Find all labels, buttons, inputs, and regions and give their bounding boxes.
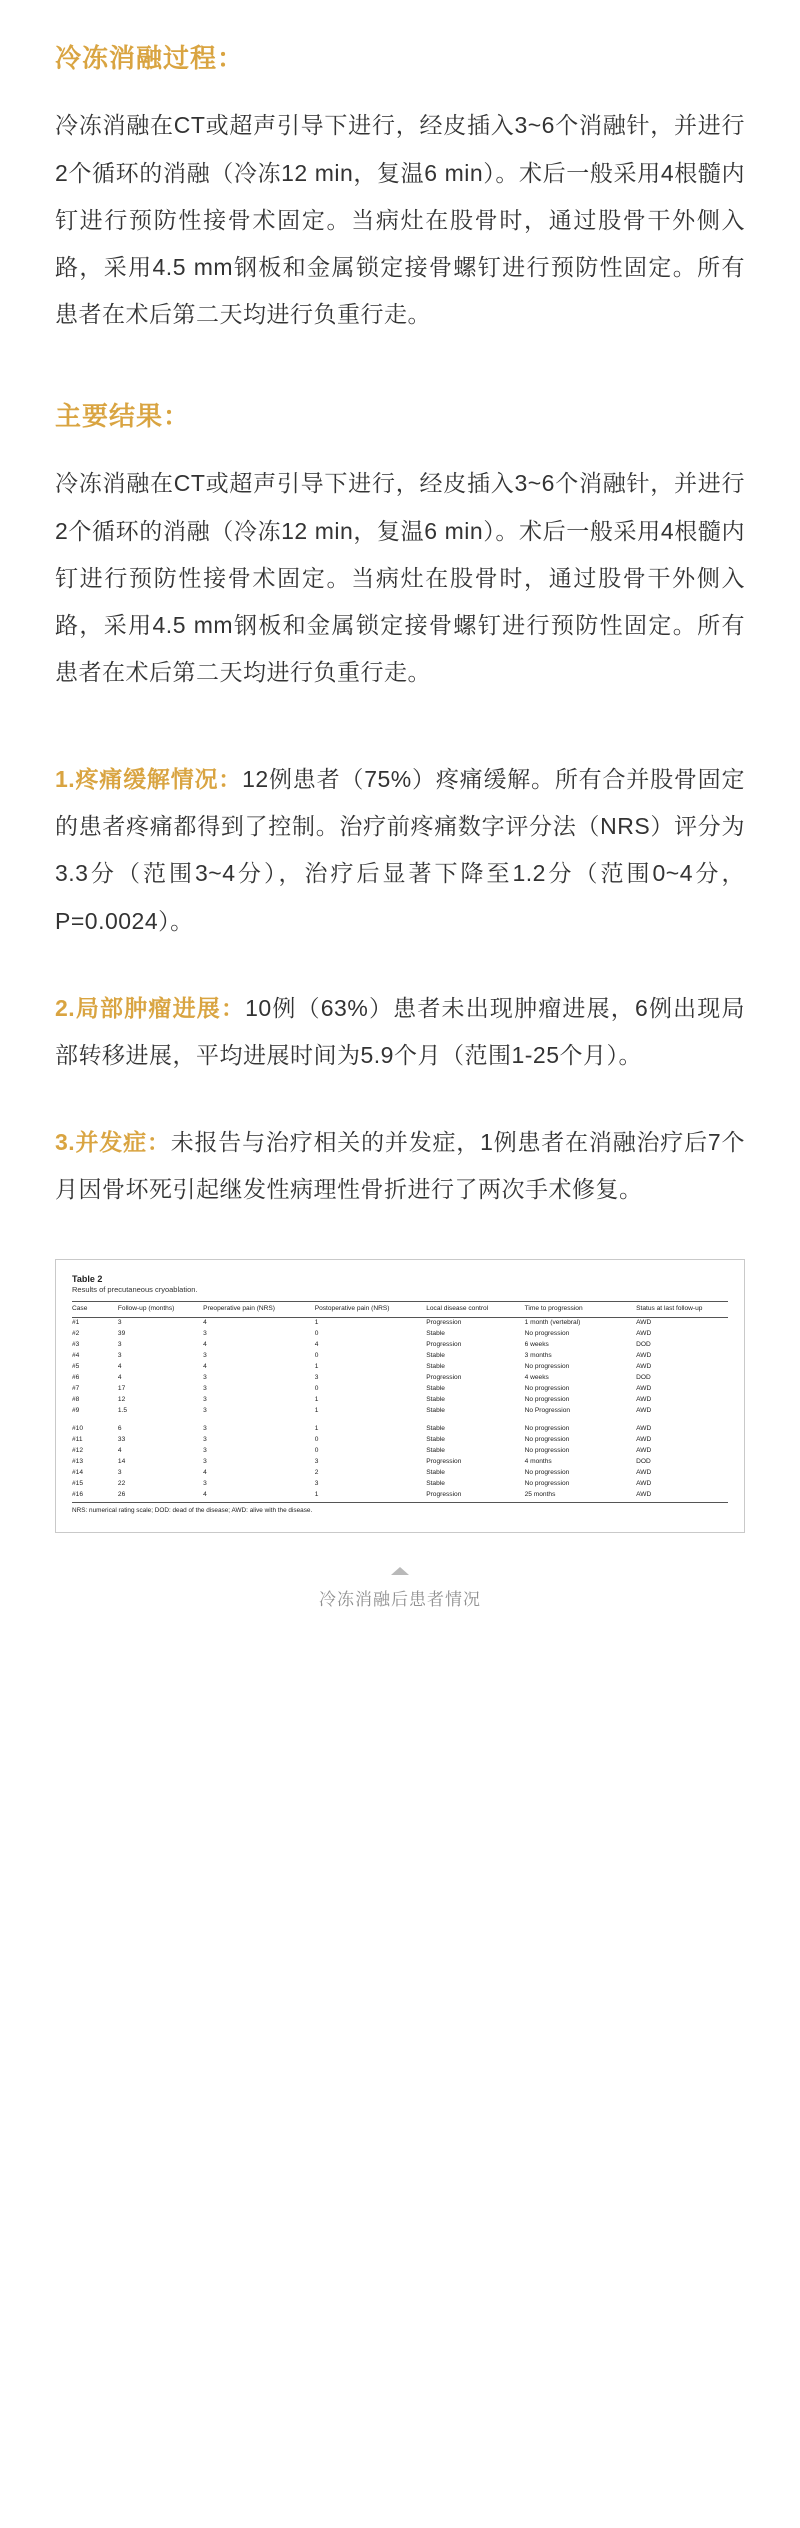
cell-time-progression: No progression (524, 1363, 570, 1370)
figure-caption: 冷冻消融后患者情况 (319, 1590, 481, 1610)
cell-preop-pain: 4 (203, 1469, 207, 1477)
section-heading-procedure: 冷冻消融过程： (55, 43, 245, 73)
cell-followup: 33 (117, 1436, 126, 1444)
cell-followup: 3 (117, 1318, 122, 1326)
cell-preop-pain: 3 (203, 1407, 207, 1415)
cell-time-progression: No progression (524, 1480, 570, 1488)
cell-status: AWD (636, 1490, 728, 1503)
cell-case: #16 (72, 1490, 118, 1503)
table-row (72, 1362, 728, 1373)
cell-postop-pain: 0 (314, 1447, 319, 1455)
cell-followup: 39 (117, 1329, 126, 1337)
cell-case: #13 (72, 1458, 84, 1466)
column-header-postop-pain: Postoperative pain (NRS) (315, 1302, 427, 1317)
cell-status: AWD (636, 1351, 652, 1359)
table-label: Table 2 (72, 1274, 103, 1285)
cell-status: DOD (636, 1374, 651, 1382)
cell-status: AWD (636, 1436, 652, 1444)
cell-postop-pain: 3 (314, 1458, 319, 1466)
cell-preop-pain: 3 (203, 1480, 207, 1488)
cell-status: AWD (636, 1329, 652, 1337)
cell-case: #1 (72, 1318, 80, 1326)
table-row (72, 1340, 728, 1351)
cell-case: #5 (72, 1363, 80, 1370)
cell-local-control: Stable (426, 1436, 445, 1444)
cell-postop-pain: 1 (314, 1407, 319, 1415)
cell-postop-pain: 1 (315, 1490, 427, 1503)
table-row (72, 1351, 728, 1362)
cell-postop-pain: 1 (314, 1425, 319, 1433)
cell-postop-pain: 1 (314, 1318, 319, 1326)
cell-time-progression: No progression (524, 1425, 570, 1433)
cell-case: #15 (72, 1480, 84, 1488)
cell-preop-pain: 3 (203, 1396, 207, 1404)
cell-case: #4 (72, 1351, 80, 1359)
cell-preop-pain: 4 (203, 1340, 207, 1348)
finding-item-3 (55, 1119, 745, 1213)
table-row (72, 1468, 728, 1479)
table-row (72, 1490, 728, 1503)
table-subtitle: Results of precutaneous cryoablation. (72, 1285, 198, 1295)
cell-time-progression: No progression (524, 1469, 570, 1477)
cell-followup: 26 (118, 1490, 203, 1503)
spacer (55, 696, 745, 756)
cell-local-control: Stable (426, 1396, 445, 1404)
cell-preop-pain: 3 (203, 1351, 207, 1359)
cell-local-control: Stable (426, 1329, 445, 1337)
cell-local-control: Progression (426, 1490, 524, 1503)
cell-case: #9 (72, 1407, 80, 1415)
table-row (72, 1457, 728, 1468)
cell-local-control: Progression (426, 1374, 462, 1382)
cell-status: DOD (636, 1340, 651, 1348)
column-header-time-to-progression: Time to progression (525, 1302, 637, 1317)
cell-local-control: Stable (426, 1385, 445, 1393)
column-header-preop-pain: Preoperative pain (NRS) (203, 1302, 315, 1317)
cell-preop-pain: 3 (203, 1329, 207, 1337)
cell-postop-pain: 1 (314, 1396, 319, 1404)
cell-local-control: Stable (426, 1447, 445, 1455)
cell-status: AWD (636, 1425, 652, 1433)
cell-status: AWD (636, 1469, 652, 1477)
cell-followup: 4 (117, 1363, 122, 1370)
cell-preop-pain: 4 (203, 1318, 207, 1326)
cell-postop-pain: 3 (314, 1374, 319, 1382)
cell-postop-pain: 2 (314, 1469, 319, 1477)
cell-time-progression: 3 months (524, 1351, 552, 1359)
finding-lead-3: 3.并发症： (55, 1129, 171, 1156)
cell-postop-pain: 1 (314, 1363, 319, 1370)
table-header-row (72, 1302, 728, 1317)
finding-lead-1: 1.疼痛缓解情况： (55, 766, 243, 793)
table-row (72, 1435, 728, 1446)
cell-followup: 22 (117, 1480, 126, 1488)
table-row (72, 1406, 728, 1417)
table-row (72, 1446, 728, 1457)
results-table-figure (55, 1259, 745, 1533)
cell-time-progression: 4 weeks (524, 1374, 549, 1382)
cell-preop-pain: 3 (203, 1374, 207, 1382)
cell-time-progression: No progression (524, 1385, 570, 1393)
results-table (72, 1301, 728, 1503)
cell-case: #7 (72, 1385, 80, 1393)
cell-local-control: Stable (426, 1469, 445, 1477)
cell-followup: 3 (117, 1469, 122, 1477)
cell-local-control: Stable (426, 1407, 445, 1415)
cell-postop-pain: 3 (314, 1480, 319, 1488)
finding-item-1 (55, 756, 745, 945)
caret-up-icon (391, 1567, 409, 1575)
cell-followup: 6 (117, 1425, 122, 1433)
cell-status: DOD (636, 1458, 651, 1466)
cell-status: AWD (636, 1385, 652, 1393)
cell-followup: 3 (117, 1351, 122, 1359)
cell-postop-pain: 0 (314, 1436, 319, 1444)
cell-followup: 14 (117, 1458, 126, 1466)
cell-followup: 1.5 (117, 1407, 128, 1415)
cell-postop-pain: 0 (314, 1329, 319, 1337)
cell-local-control: Stable (426, 1363, 445, 1370)
cell-time-progression: No progression (524, 1436, 570, 1444)
finding-lead-2: 2.局部肿瘤进展： (55, 994, 246, 1021)
cell-status: AWD (636, 1318, 652, 1326)
cell-local-control: Progression (426, 1458, 462, 1466)
cell-preop-pain: 4 (203, 1363, 207, 1370)
column-header-local-control: Local disease control (426, 1302, 524, 1317)
cell-local-control: Stable (426, 1351, 445, 1359)
cell-postop-pain: 4 (314, 1340, 319, 1348)
cell-followup: 17 (117, 1385, 126, 1393)
cell-followup: 12 (117, 1396, 126, 1404)
table-row (72, 1373, 728, 1384)
table-row-spacer (72, 1417, 728, 1424)
cell-time-progression: 25 months (525, 1490, 637, 1503)
cell-preop-pain: 3 (203, 1425, 207, 1433)
table-row (72, 1317, 728, 1329)
cell-followup: 3 (117, 1340, 122, 1348)
cell-case: #14 (72, 1469, 84, 1477)
cell-preop-pain: 4 (203, 1490, 315, 1503)
cell-time-progression: No Progression (524, 1407, 571, 1415)
cell-time-progression: 6 weeks (524, 1340, 549, 1348)
table-row (72, 1479, 728, 1490)
cell-preop-pain: 3 (203, 1436, 207, 1444)
cell-time-progression: No progression (524, 1447, 570, 1455)
cell-time-progression: No progression (524, 1396, 570, 1404)
figure-caption-block (55, 1567, 745, 1610)
cell-postop-pain: 0 (314, 1385, 319, 1393)
finding-text-2: 10例（63%）患者未出现肿瘤进展，6例出现局部转移进展，平均进展时间为5.9个月（范围1-25个月）。 (55, 994, 745, 1068)
table-footnote: NRS: numerical rating scale; DOD: dead of the disease; AWD: alive with the disease. (72, 1507, 313, 1515)
cell-status: AWD (636, 1407, 652, 1415)
cell-time-progression: 4 months (524, 1458, 552, 1466)
section-body-results: 冷冻消融在CT或超声引导下进行，经皮插入3~6个消融针，并进行2个循环的消融（冷冻12 min，复温6 min）。术后一般采用4根髓内钉进行预防性接骨术固定。当病灶在股骨时，通过股骨干外侧入路，采用4.5 mm钢板和金属锁定接骨螺钉进行预防性固定。所有患者在术后第二天均进行负重行走。 (55, 470, 745, 686)
cell-time-progression: 1 month (vertebral) (524, 1318, 581, 1326)
cell-status: AWD (636, 1447, 652, 1455)
cell-status: AWD (636, 1480, 652, 1488)
cell-case: #6 (72, 1374, 80, 1382)
cell-case: #10 (72, 1425, 84, 1433)
cell-local-control: Stable (426, 1480, 445, 1488)
cell-status: AWD (636, 1396, 652, 1404)
section-heading-results: 主要结果： (55, 401, 191, 432)
cell-time-progression: No progression (524, 1329, 570, 1337)
finding-text-1: 12例患者（75%）疼痛缓解。所有合并股骨固定的患者疼痛都得到了控制。治疗前疼痛数字评分法（NRS）评分为3.3分（范围3~4分），治疗后显著下降至1.2分（范围0~4分，P=0.0024）。 (55, 766, 745, 934)
section-body-procedure: 冷冻消融在CT或超声引导下进行，经皮插入3~6个消融针，并进行2个循环的消融（冷冻12 min，复温6 min）。术后一般采用4根髓内钉进行预防性接骨术固定。当病灶在股骨时，通过股骨干外侧入路，采用4.5 mm钢板和金属锁定接骨螺钉进行预防性固定。所有患者在术后第二天均进行负重行走。 (55, 112, 745, 327)
cell-status: AWD (636, 1363, 652, 1370)
finding-item-2 (55, 985, 745, 1079)
table-body (72, 1317, 728, 1503)
cell-preop-pain: 3 (203, 1447, 207, 1455)
column-header-followup: Follow-up (months) (118, 1302, 203, 1317)
cell-local-control: Stable (426, 1425, 445, 1433)
cell-case: #8 (72, 1396, 80, 1404)
cell-case: #12 (72, 1447, 84, 1455)
table-row (72, 1329, 728, 1340)
cell-postop-pain: 0 (314, 1351, 319, 1359)
column-header-case: Case (72, 1302, 118, 1317)
cell-case: #11 (72, 1436, 83, 1444)
spacer (55, 338, 745, 398)
cell-local-control: Progression (426, 1318, 462, 1326)
cell-case: #3 (72, 1340, 80, 1348)
cell-preop-pain: 3 (203, 1458, 207, 1466)
cell-followup: 4 (117, 1374, 122, 1382)
cell-followup: 4 (117, 1447, 122, 1455)
table-row (72, 1384, 728, 1395)
cell-preop-pain: 3 (203, 1385, 207, 1393)
cell-case: #2 (72, 1329, 80, 1337)
table-row (72, 1424, 728, 1435)
column-header-status: Status at last follow-up (636, 1302, 728, 1317)
cell-local-control: Progression (426, 1340, 462, 1348)
finding-text-3: 未报告与治疗相关的并发症，1例患者在消融治疗后7个月因骨坏死引起继发性病理性骨折进行了两次手术修复。 (55, 1129, 745, 1203)
table-row (72, 1395, 728, 1406)
